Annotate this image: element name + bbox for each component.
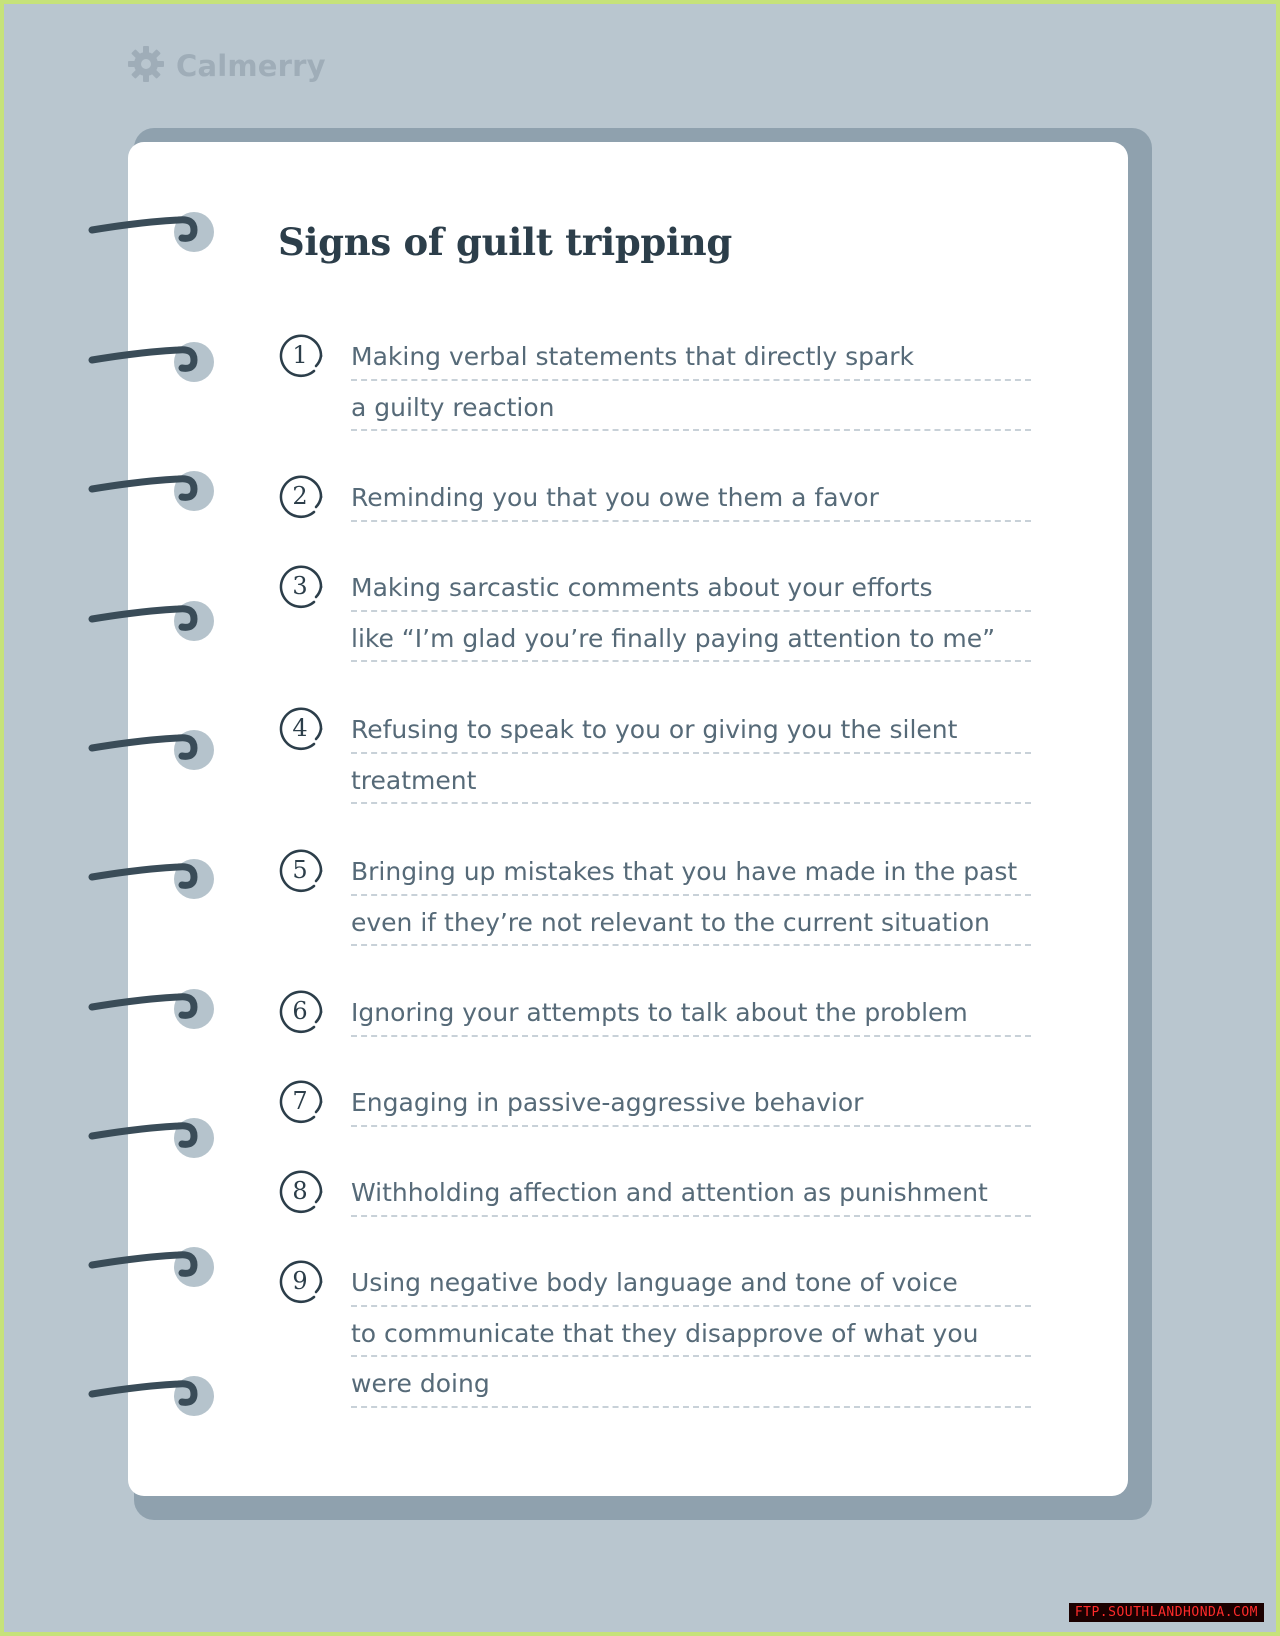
item-text	[351, 845, 1031, 946]
item-number: 5	[292, 856, 308, 884]
item-text-line: even if they’re not relevant to the current situation	[351, 896, 1031, 947]
item-text-line: Withholding affection and attention as punishment	[351, 1166, 1031, 1217]
item-text-line: Making verbal statements that directly spark	[351, 330, 1031, 381]
item-text-line: Bringing up mistakes that you have made in the past	[351, 845, 1031, 896]
item-text	[351, 1256, 1031, 1408]
watermark: FTP.SOUTHLANDHONDA.COM	[1069, 1603, 1264, 1622]
item-number: 3	[292, 572, 308, 600]
item-number-badge	[276, 1166, 326, 1216]
item-number: 8	[292, 1177, 308, 1205]
page-title: Signs of guilt tripping	[278, 220, 732, 264]
item-text-line: Engaging in passive-aggressive behavior	[351, 1076, 1031, 1127]
item-text	[351, 561, 1031, 662]
item-text	[351, 986, 1031, 1037]
item-number: 4	[292, 714, 308, 742]
item-number-badge	[276, 561, 326, 611]
brand	[126, 46, 326, 86]
item-text-line: Reminding you that you owe them a favor	[351, 471, 1031, 522]
item-text-line: Refusing to speak to you or giving you the silent	[351, 703, 1031, 754]
item-text-line: Making sarcastic comments about your efforts	[351, 561, 1031, 612]
item-number: 1	[292, 341, 308, 369]
item-number-badge	[276, 703, 326, 753]
item-number-badge	[276, 471, 326, 521]
item-number: 9	[292, 1267, 308, 1295]
item-text	[351, 1076, 1031, 1127]
item-text	[351, 330, 1031, 431]
item-number-badge	[276, 330, 326, 380]
item-text-line: treatment	[351, 754, 1031, 805]
gear-logo-icon	[126, 44, 166, 88]
item-text	[351, 1166, 1031, 1217]
item-text-line: were doing	[351, 1357, 1031, 1408]
item-text-line: like “I’m glad you’re finally paying attention to me”	[351, 612, 1031, 663]
item-number: 6	[292, 997, 308, 1025]
brand-name: Calmerry	[176, 49, 326, 83]
item-number-badge	[276, 845, 326, 895]
item-text-line: to communicate that they disapprove of what you	[351, 1307, 1031, 1358]
item-number-badge	[276, 1256, 326, 1306]
item-text-line: a guilty reaction	[351, 381, 1031, 432]
item-number: 7	[292, 1087, 308, 1115]
item-text	[351, 471, 1031, 522]
item-text-line: Using negative body language and tone of voice	[351, 1256, 1031, 1307]
item-number: 2	[292, 482, 308, 510]
item-number-badge	[276, 986, 326, 1036]
item-number-badge	[276, 1076, 326, 1126]
item-text	[351, 703, 1031, 804]
item-text-line: Ignoring your attempts to talk about the problem	[351, 986, 1031, 1037]
